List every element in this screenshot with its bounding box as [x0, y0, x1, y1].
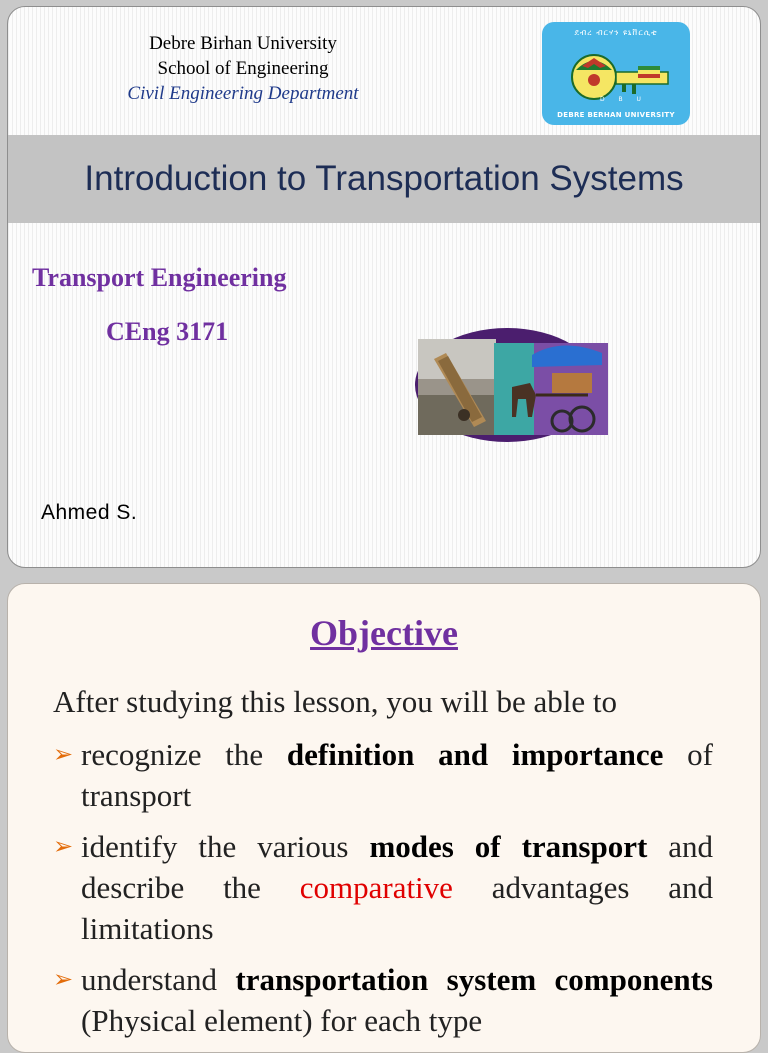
logo-amharic-text: ደብረ ብርሃን ዩኒቨርሲቲ: [574, 28, 658, 37]
logo-abbreviation: D B U: [600, 96, 647, 103]
university-logo: [542, 22, 690, 125]
objective-slide: [7, 583, 761, 1053]
arrow-bullet-icon: ➢: [53, 832, 74, 860]
department-name: Civil Engineering Department: [127, 83, 359, 104]
title-band: [8, 135, 760, 223]
list-item: ➢ identify the various modes of transport and describe the comparative advantages and limitations: [53, 826, 713, 949]
objective-list: [53, 734, 713, 1051]
key-emblem-icon: [542, 22, 690, 125]
logo-label: DEBRE BERHAN UNIVERSITY: [557, 111, 675, 119]
author-name: Ahmed S.: [41, 501, 138, 524]
school-name: School of Engineering: [157, 58, 329, 79]
course-code: CEng 3171: [106, 317, 229, 346]
photo-horse-cart: [494, 343, 608, 435]
objective-heading: Objective: [310, 613, 458, 653]
objective-intro: After studying this lesson, you will be able to: [53, 684, 617, 719]
university-name: Debre Birhan University: [149, 33, 337, 54]
institution-block: [108, 31, 378, 106]
list-item: ➢ recognize the definition and importance of transport: [53, 734, 713, 816]
course-name: Transport Engineering: [32, 263, 287, 292]
slide-title: Introduction to Transportation Systems: [84, 159, 684, 198]
list-item: ➢ understand transportation system components (Physical element) for each type: [53, 959, 713, 1041]
transport-photos: [412, 325, 612, 445]
arrow-bullet-icon: ➢: [53, 965, 74, 993]
photo-wood-carrier: [418, 339, 496, 435]
arrow-bullet-icon: ➢: [53, 740, 74, 768]
title-slide: [7, 6, 761, 568]
